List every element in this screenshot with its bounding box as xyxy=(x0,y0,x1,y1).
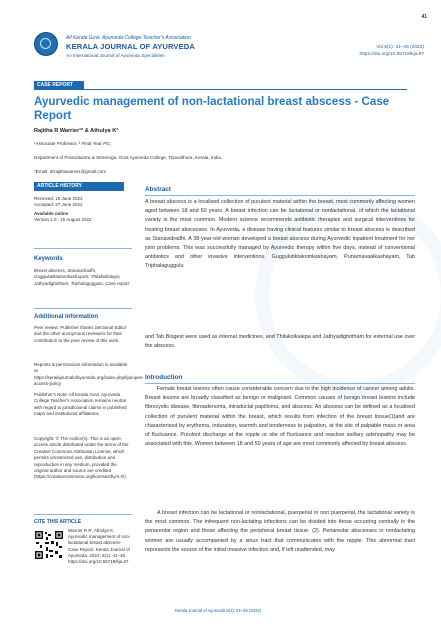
volume-info xyxy=(359,44,424,58)
qr-code-icon xyxy=(34,530,64,560)
abstract-heading: Abstract xyxy=(145,186,171,193)
divider xyxy=(145,195,415,196)
abstract-paragraph-1: A breast abscess is a localised collection of purulent material within the breast, most commonly affecting women aged between 18 and 50 years. A breast infection can be lactational or nonlactational, of which the lactational variety is the most common. Modern science recommends antibiotic therapies and surgical interventions for treating breast abscesses. In Ayurveda, a disease having clinical features similar to breast abscess is described as Stanavidradhi. A 38-year-old woman developed a breast abscess during Ayurvedic inpatient treatment for her joint problems. This was successfully managed by Ayurvedic therapy within five days, instead of conventional antibiotics and other invasive interventions. Guggulutiktakomkashayam, Punarnavaalkashayam, Tab Triphalaguggulu xyxy=(145,199,415,270)
affiliation-roles: ¹Associate Professor, ² Final Year PG, xyxy=(34,141,112,146)
keywords-heading: Keywords xyxy=(34,256,63,262)
reprints-note[interactable]: Reprints & permissions information is available at https://keralajournalofayurveda.org/index.php/kja/open-access-policy xyxy=(34,362,144,387)
journal-name: KERALA JOURNAL OF AYURVEDA xyxy=(66,42,195,51)
volume: Vol 6(1): 41–45 (2022) xyxy=(376,45,424,50)
received-date: Received: 15 June 2022 xyxy=(34,196,83,201)
divider xyxy=(34,514,132,515)
divider xyxy=(34,308,132,309)
page-number: 41 xyxy=(421,14,427,20)
article-history xyxy=(34,196,132,224)
article-title: Ayurvedic management of non-lactational breast abscess - Case Report xyxy=(34,95,390,122)
introduction-heading: Introduction xyxy=(145,374,183,381)
page-footer: Kerala Journal of Ayurveda 6(1): 41–45 (2022) xyxy=(175,608,262,613)
corresponding-email[interactable]: *Email: drrajithawarrier@gmail.com xyxy=(34,169,107,174)
article-type-badge: CASE REPORT xyxy=(34,81,84,89)
authors: Rajitha R Warrier¹* & Athulya K² xyxy=(34,128,119,134)
journal-subtitle: An International Journal of Ayurveda Specialities xyxy=(66,53,165,58)
article-history-header: ARTICLE HISTORY xyxy=(34,182,124,191)
publishers-note: Publisher's Note: All Kerala Govt. Ayurveda College Teacher's Association remains neutral with regard to jurisdictional claims in published maps and institutional affiliations. xyxy=(34,392,127,417)
association-name: All Kerala Govt. Ayurveda College Teacher's Association xyxy=(66,35,191,41)
introduction-paragraph-2: A breast infection can be lactational or nonlactational, puerperial or non puerperial, the lactational variety is the most common. The infrequent non-lactating infections can be divided into those occurring centrally in the periareolar region and those affecting the peripheral breast tissue. (2). Periareolar abscesses in nonlactating women are usually accompanied by a sinus tract that communicates with the nipple. This abnormal tract represents the source of the initial invasive infection and, if left unattended, may xyxy=(145,510,415,553)
divider xyxy=(34,89,407,90)
affiliation-department: Department of Prasutitantra & Streeroga, Govt Ayurveda College, Tripunithura, Kerala, India. xyxy=(34,155,223,160)
journal-logo-icon xyxy=(34,32,58,56)
available-label: Available online xyxy=(34,210,69,216)
cite-heading: CITE THIS ARTICLE xyxy=(34,519,82,525)
abstract-paragraph-2: and Tab Biogest were used as internal medicines, and Thilakolkalepa and Jathyadighritham for external use over the abscess. xyxy=(145,334,415,350)
accepted-date: Accepted: 27 June 2022 xyxy=(34,202,83,208)
divider xyxy=(34,248,132,249)
copyright-note: Copyright: © The Author(s). This is an open-access article distributed under the terms of the Creative Commons Attribution License, which permits unrestricted use, distribution and reproduction in any medium, provided the original author and source are credited (https://creativecommons.org/licenses/by/4.0/) xyxy=(34,436,129,480)
peer-review-note: Peer review: Publisher thanks Sectional Editor and the other anonymous reviewers for their contribution to the peer review of this work. xyxy=(34,325,127,343)
additional-info-heading: Additional information xyxy=(34,314,98,320)
version-date: Version 1.0 : 15 August 2022 xyxy=(34,217,92,223)
introduction-paragraph-1: Female breast lesions often cause considerable concern due to the high incidence of cancer among adults. Breast lesions are broadly classified as benign or malignant. Common causes of benign breast lesions include fibrocystic disease, fibroadenoma, intraductal papilloma, and abscess. An abscess can be defined as a localised collection of purulent material within the breast, which results from infection of the breast tissue(1)and are characterised by erythema, induration, warmth and tenderness to palpation, at the site of palpable mass or area of fluctuance. Purulent discharge at the nipple or site of fluctuance and reactive axillary adenopathy may be associated with this. Women between 18 and 50 years of age are most commonly affected by breast abscess. xyxy=(145,386,415,448)
keywords-text: Breast abscess, Stanavidradhi, Guggulutiktakomkashayam, Thilakolkalepa, Jathyadighritham, Triphalaguggulu, Case report. xyxy=(34,268,130,286)
doi-link[interactable]: https://doi.org/10.55718/kja.97 xyxy=(359,52,424,57)
citation-text[interactable]: Warrier R R, Athulya K. Ayurvedic management of non-lactational breast abscess- Case Report. Kerala Journal of Ayurveda. 2022; 6(1): 41–45. https://doi.org/10.55718/kja.97 xyxy=(68,528,131,565)
divider xyxy=(145,383,415,384)
